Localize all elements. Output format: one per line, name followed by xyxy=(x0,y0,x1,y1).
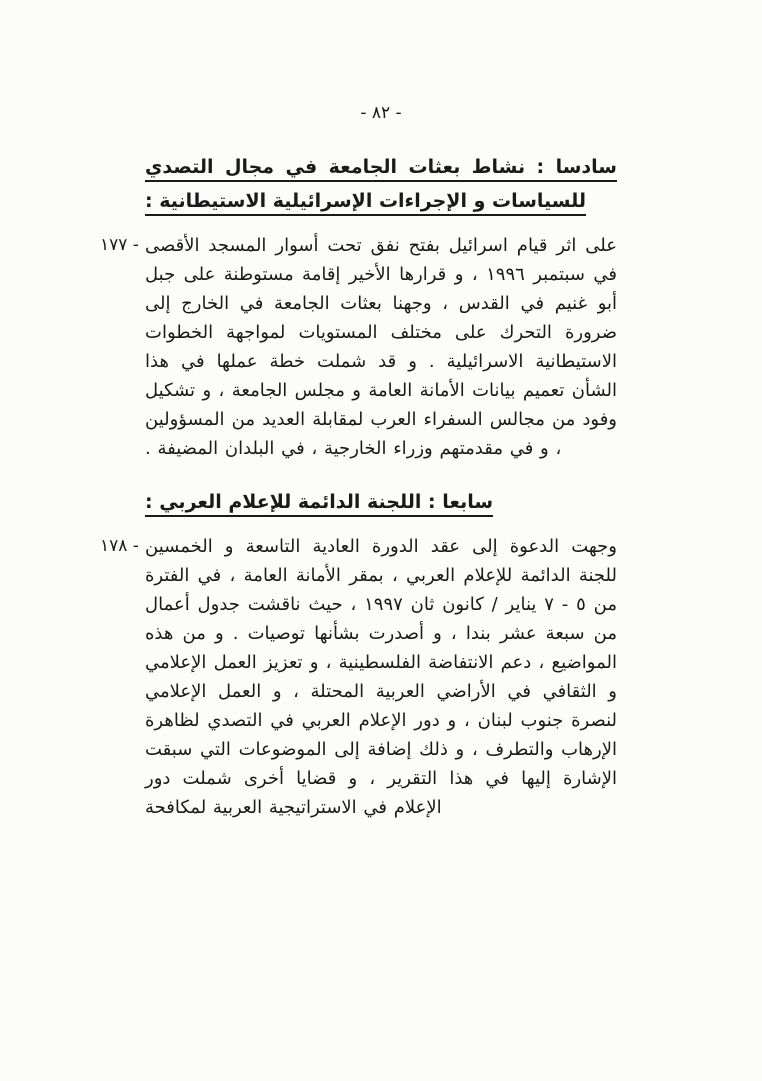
numbered-paragraph xyxy=(100,231,618,463)
section-missions-activity xyxy=(100,150,618,463)
page-number: - ٨٢ - xyxy=(360,103,402,123)
paragraph-number: ١٧٨ - xyxy=(100,536,139,556)
numbered-paragraph xyxy=(100,532,617,822)
section-heading: سابعا : اللجنة الدائمة للإعلام العربي : xyxy=(145,491,494,513)
page-content xyxy=(100,0,618,822)
section-heading: سادسا : نشاط بعثات الجامعة في مجال التصدي للسياسات و الإجراءات الإسرائيلية الاستيطانية : xyxy=(145,156,617,212)
paragraph-number: ١٧٧ - xyxy=(100,235,139,255)
paragraph-text: وجهت الدعوة إلى عقد الدورة العادية التاسعة و الخمسين للجنة الدائمة للإعلام العربي ، بمقر الأمانة العامة ، في الفترة من ٥ - ٧ يناير / كانون ثان ١٩٩٧ ، حيث ناقشت جدول أعمال من سبعة عشر بندا ، و أصدرت بشأنها توصيات . و من هذه المواضيع ، دعم الانتفاضة الفلسطينية ، و تعزيز العمل الإعلامي و الثقافي في الأراضي العربية المحتلة ، و العمل الإعلامي لنصرة جنوب لبنان ، و دور الإعلام العربي في التصدي لظاهرة الإرهاب والتطرف ، و ذلك إضافة إلى الموضوعات التي سبقت الإشارة إليها في هذا التقرير ، و قضايا أخرى شملت دور الإعلام في الاستراتيجية العربية لمكافحة xyxy=(145,536,617,818)
section-media-committee xyxy=(100,485,617,822)
paragraph-text: على اثر قيام اسرائيل بفتح نفق تحت أسوار المسجد الأقصى في سبتمبر ١٩٩٦ ، و قرارها الأخير إقامة مستوطنة على جبل أبو غنيم في القدس ، وجهنا بعثات الجامعة في الخارج إلى ضرورة التحرك على مختلف المستويات لمواجهة الخطوات الاستيطانية الاسرائيلية . و قد شملت خطة عملها في هذا الشأن تعميم بيانات الأمانة العامة و مجلس الجامعة ، و تشكيل وفود من مجالس السفراء العرب لمقابلة العديد من المسؤولين ، و في مقدمتهم وزراء الخارجية ، في البلدان المضيفة . xyxy=(145,235,618,459)
